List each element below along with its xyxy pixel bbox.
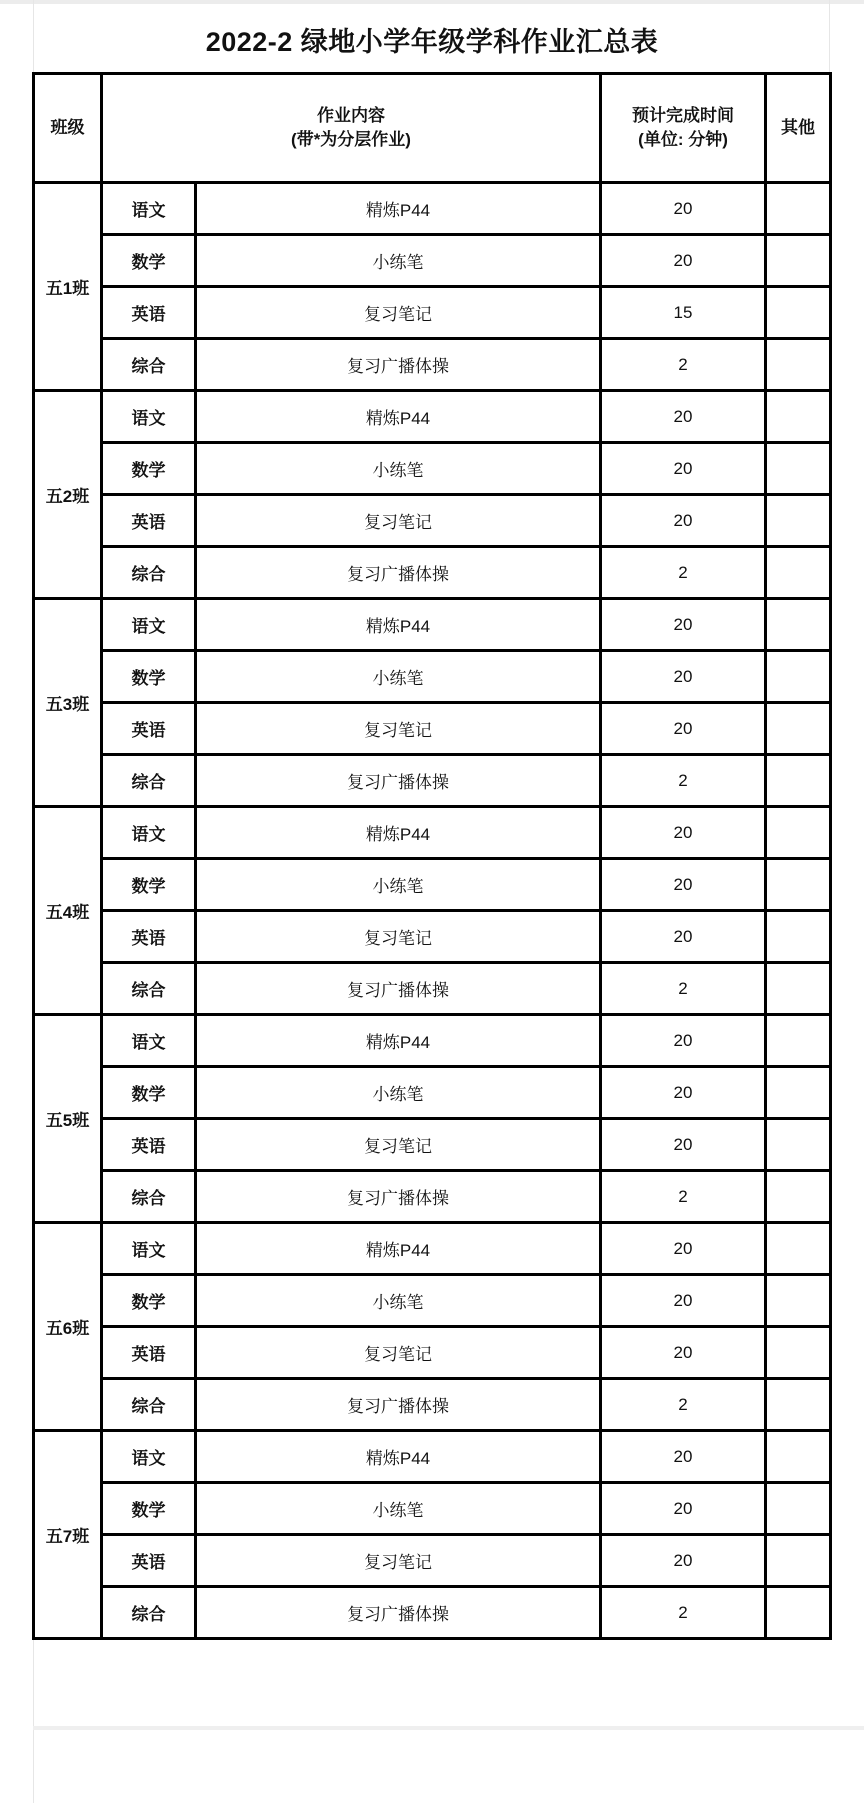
table-row: [34, 1171, 831, 1223]
subject-cell: 综合: [102, 1587, 196, 1639]
content-cell: 小练笔: [196, 859, 601, 911]
other-cell: [766, 651, 831, 703]
time-cell: 20: [601, 183, 766, 235]
table-row: [34, 183, 831, 235]
class-name-cell: 五2班: [34, 391, 102, 599]
table-row: [34, 1431, 831, 1483]
header-time: [601, 74, 766, 183]
homework-table: [32, 72, 832, 1640]
page-title: 2022-2 绿地小学年级学科作业汇总表: [205, 27, 659, 57]
other-cell: [766, 443, 831, 495]
time-cell: 20: [601, 807, 766, 859]
other-cell: [766, 599, 831, 651]
other-cell: [766, 1119, 831, 1171]
header-time-line1: 预计完成时间: [632, 106, 735, 125]
subject-cell: 综合: [102, 963, 196, 1015]
content-cell: 精炼P44: [196, 599, 601, 651]
subject-cell: 数学: [102, 1067, 196, 1119]
class-name-cell: 五3班: [34, 599, 102, 807]
header-time-line2: (单位: 分钟): [638, 130, 728, 149]
content-cell: 复习广播体操: [196, 755, 601, 807]
time-cell: 15: [601, 287, 766, 339]
subject-cell: 英语: [102, 911, 196, 963]
table-row: [34, 703, 831, 755]
subject-cell: 综合: [102, 755, 196, 807]
table-row: [34, 391, 831, 443]
table-row: [34, 339, 831, 391]
other-cell: [766, 703, 831, 755]
subject-cell: 英语: [102, 1119, 196, 1171]
content-cell: 小练笔: [196, 1275, 601, 1327]
subject-cell: 综合: [102, 339, 196, 391]
class-name-cell: 五5班: [34, 1015, 102, 1223]
subject-cell: 数学: [102, 859, 196, 911]
time-cell: 20: [601, 911, 766, 963]
time-cell: 2: [601, 547, 766, 599]
time-cell: 20: [601, 1119, 766, 1171]
other-cell: [766, 1431, 831, 1483]
header-content-line2: (带*为分层作业): [291, 130, 411, 149]
content-cell: 复习笔记: [196, 1327, 601, 1379]
table-row: [34, 807, 831, 859]
other-cell: [766, 1015, 831, 1067]
class-name-cell: 五1班: [34, 183, 102, 391]
content-cell: 复习笔记: [196, 287, 601, 339]
time-cell: 2: [601, 1171, 766, 1223]
other-cell: [766, 339, 831, 391]
subject-cell: 英语: [102, 1327, 196, 1379]
subject-cell: 语文: [102, 1223, 196, 1275]
content-cell: 复习笔记: [196, 1119, 601, 1171]
content-cell: 复习广播体操: [196, 1587, 601, 1639]
subject-cell: 数学: [102, 443, 196, 495]
table-row: [34, 1379, 831, 1431]
header-content-line1: 作业内容: [317, 106, 385, 125]
content-cell: 小练笔: [196, 1067, 601, 1119]
content-cell: 精炼P44: [196, 183, 601, 235]
table-row: [34, 287, 831, 339]
time-cell: 20: [601, 651, 766, 703]
content-cell: 复习笔记: [196, 1535, 601, 1587]
table-row: [34, 1015, 831, 1067]
content-cell: 精炼P44: [196, 1015, 601, 1067]
table-row: [34, 235, 831, 287]
content-cell: 复习笔记: [196, 703, 601, 755]
subject-cell: 综合: [102, 1171, 196, 1223]
subject-cell: 综合: [102, 1379, 196, 1431]
table-row: [34, 755, 831, 807]
table-row: [34, 1483, 831, 1535]
other-cell: [766, 1483, 831, 1535]
table-row: [34, 547, 831, 599]
other-cell: [766, 1379, 831, 1431]
content-cell: 复习广播体操: [196, 547, 601, 599]
content-cell: 精炼P44: [196, 391, 601, 443]
other-cell: [766, 1587, 831, 1639]
other-cell: [766, 859, 831, 911]
time-cell: 20: [601, 1067, 766, 1119]
table-row: [34, 859, 831, 911]
content-cell: 复习广播体操: [196, 963, 601, 1015]
content-cell: 复习广播体操: [196, 339, 601, 391]
time-cell: 20: [601, 1015, 766, 1067]
subject-cell: 英语: [102, 703, 196, 755]
subject-cell: 数学: [102, 1483, 196, 1535]
table-row: [34, 495, 831, 547]
table-row: [34, 911, 831, 963]
class-name-cell: 五4班: [34, 807, 102, 1015]
time-cell: 20: [601, 495, 766, 547]
other-cell: [766, 547, 831, 599]
other-cell: [766, 1171, 831, 1223]
subject-cell: 数学: [102, 1275, 196, 1327]
table-row: [34, 1275, 831, 1327]
other-cell: [766, 235, 831, 287]
content-cell: 小练笔: [196, 443, 601, 495]
content-cell: 小练笔: [196, 651, 601, 703]
subject-cell: 综合: [102, 547, 196, 599]
content-cell: 小练笔: [196, 235, 601, 287]
header-content: [102, 74, 601, 183]
time-cell: 2: [601, 963, 766, 1015]
time-cell: 2: [601, 1587, 766, 1639]
table-row: [34, 1067, 831, 1119]
top-band: [0, 0, 864, 4]
table-row: [34, 1119, 831, 1171]
subject-cell: 语文: [102, 183, 196, 235]
subject-cell: 数学: [102, 235, 196, 287]
other-cell: [766, 183, 831, 235]
table-row: [34, 443, 831, 495]
subject-cell: 英语: [102, 1535, 196, 1587]
header-other: 其他: [766, 74, 831, 183]
header-row: [34, 74, 831, 183]
content-cell: 精炼P44: [196, 1431, 601, 1483]
header-class: 班级: [34, 74, 102, 183]
other-cell: [766, 911, 831, 963]
subject-cell: 语文: [102, 1015, 196, 1067]
other-cell: [766, 1275, 831, 1327]
table-row: [34, 1587, 831, 1639]
content-cell: 复习笔记: [196, 911, 601, 963]
time-cell: 20: [601, 235, 766, 287]
other-cell: [766, 391, 831, 443]
table-row: [34, 599, 831, 651]
content-cell: 复习广播体操: [196, 1379, 601, 1431]
time-cell: 20: [601, 443, 766, 495]
other-cell: [766, 963, 831, 1015]
class-name-cell: 五6班: [34, 1223, 102, 1431]
other-cell: [766, 807, 831, 859]
content-cell: 复习广播体操: [196, 1171, 601, 1223]
content-cell: 复习笔记: [196, 495, 601, 547]
subject-cell: 英语: [102, 287, 196, 339]
time-cell: 20: [601, 1483, 766, 1535]
other-cell: [766, 755, 831, 807]
time-cell: 20: [601, 1327, 766, 1379]
other-cell: [766, 287, 831, 339]
table-row: [34, 1327, 831, 1379]
time-cell: 2: [601, 339, 766, 391]
other-cell: [766, 1535, 831, 1587]
subject-cell: 语文: [102, 1431, 196, 1483]
other-cell: [766, 495, 831, 547]
subject-cell: 数学: [102, 651, 196, 703]
table-row: [34, 1223, 831, 1275]
time-cell: 20: [601, 1535, 766, 1587]
table-row: [34, 963, 831, 1015]
time-cell: 2: [601, 755, 766, 807]
time-cell: 20: [601, 1223, 766, 1275]
table-row: [34, 1535, 831, 1587]
subject-cell: 语文: [102, 807, 196, 859]
time-cell: 20: [601, 1431, 766, 1483]
time-cell: 20: [601, 391, 766, 443]
subject-cell: 英语: [102, 495, 196, 547]
subject-cell: 语文: [102, 599, 196, 651]
time-cell: 20: [601, 703, 766, 755]
time-cell: 2: [601, 1379, 766, 1431]
time-cell: 20: [601, 859, 766, 911]
content-cell: 精炼P44: [196, 1223, 601, 1275]
content-cell: 小练笔: [196, 1483, 601, 1535]
other-cell: [766, 1067, 831, 1119]
time-cell: 20: [601, 599, 766, 651]
table-row: [34, 651, 831, 703]
other-cell: [766, 1327, 831, 1379]
time-cell: 20: [601, 1275, 766, 1327]
sheet-bottom-edge: [33, 1726, 864, 1730]
subject-cell: 语文: [102, 391, 196, 443]
other-cell: [766, 1223, 831, 1275]
content-cell: 精炼P44: [196, 807, 601, 859]
class-name-cell: 五7班: [34, 1431, 102, 1639]
